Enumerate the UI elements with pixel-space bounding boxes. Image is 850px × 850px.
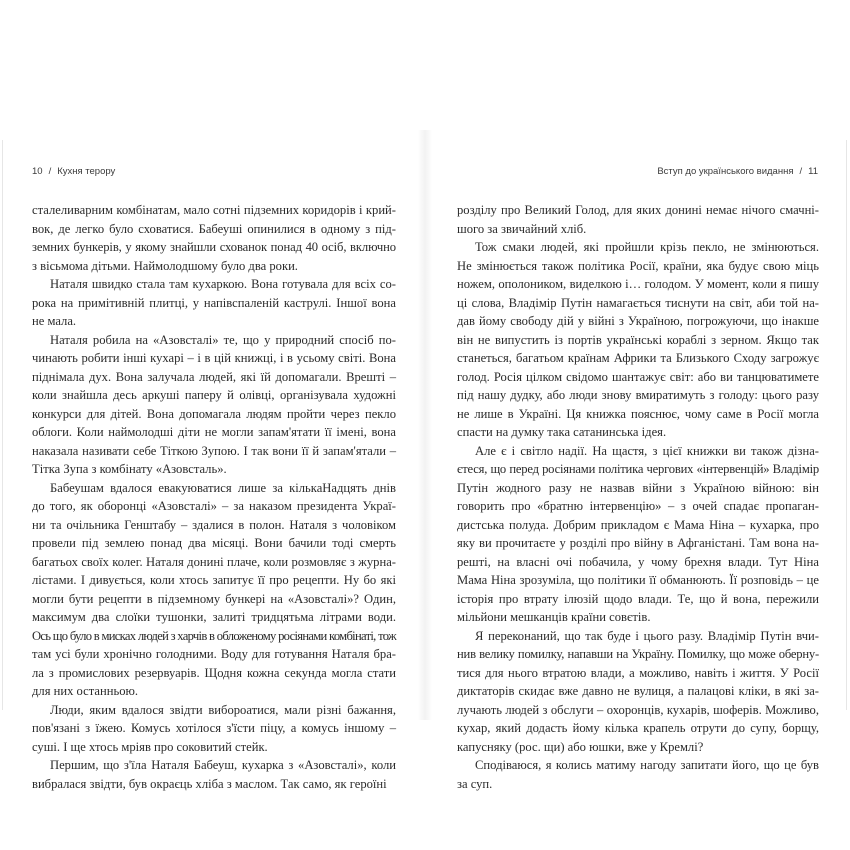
- text-line: дав йому свободу дій у війні з Україною, погрожуючи, що інакше: [457, 314, 819, 328]
- text-line: під нашу дудку, або люди знову вмиратимуть з голоду: цього разу: [457, 388, 819, 402]
- text-line: ла з промислових резервуарів. Щодня кожна секунда могла стати: [32, 665, 396, 680]
- text-line: Першим, що з'їла Наталя Бабеуш, кухарка з «Азовсталі», коли: [50, 758, 396, 772]
- text-line: вок, де легко було сховатися. Бабеуші опинилися в одному з під-: [32, 221, 396, 236]
- left-page-text: [32, 201, 396, 793]
- right-header-separator: /: [799, 166, 803, 177]
- text-line: Люди, яким вдалося звідти вибороатися, мали різні бажання,: [50, 702, 396, 717]
- text-line: решті, на власні очі побачила, у чому брехня влади. Тут Ніна: [457, 554, 819, 569]
- right-header-title: Вступ до українського видання: [657, 166, 794, 177]
- paragraph: [457, 442, 819, 627]
- text-line: сталеливарним комбінатам, мало сотні підземних коридорів і крий-: [32, 203, 396, 217]
- paragraph: [457, 201, 819, 238]
- text-line: земних бункерів, у якому знайшли схованок понад 40 осіб, включно: [32, 240, 396, 254]
- text-line: конкурси для дітей. Вона допомагала людям пройти через пекло: [32, 406, 396, 421]
- text-line: Наталя швидко стала там кухаркою. Вона готувала для всіх со-: [50, 277, 396, 291]
- text-line: шого за звичайний хліб.: [457, 221, 587, 236]
- left-header-title: Кухня терору: [57, 166, 116, 177]
- text-line: там усі були хронічно голодними. Воду для готування Наталя бра-: [32, 647, 396, 661]
- text-line: Бабеушам вдалося евакуюватися лише за кількаНадцять днів: [50, 480, 396, 495]
- text-line: не мала.: [32, 314, 77, 328]
- text-line: ці слова, Владімір Путін намагається тиснути на світ, аби той на-: [457, 295, 819, 310]
- paragraph: [457, 627, 819, 757]
- right-page-text: [457, 201, 819, 793]
- text-line: до того, як оборонці «Азовсталі» – за наказом президента Украї-: [32, 499, 396, 513]
- text-line: коли знайшла десь аркуші паперу й олівці, організувала художні: [32, 388, 396, 402]
- paragraph: [32, 701, 396, 757]
- text-line: не лише в Україні. Ця книжка пояснює, чому саме в Росії могла: [457, 406, 819, 421]
- right-page-edge: [846, 140, 847, 710]
- text-line: нив велику помилку, напавши на Україну. Помилку, що може оберну-: [457, 647, 819, 661]
- book-gutter: [418, 130, 432, 720]
- text-line: для них останньою.: [32, 684, 139, 698]
- text-line: облоги. Коли наймолодші діти не могли запам'ятати її імені, вона: [32, 425, 396, 439]
- text-line: кухар, який додасть йому кілька крапель отрути до супу, борщу,: [457, 721, 819, 735]
- text-line: чинають робити інші кухарі – і в цій книжці, і в усьому світі. Вона: [32, 351, 396, 365]
- paragraph: [32, 331, 396, 479]
- text-line: піднімала дух. Вона залучала людей, які їй допомагали. Врешті –: [32, 369, 396, 384]
- text-line: наказала називати себе Тіткою Зупою. І так вони її й запам'ятали –: [32, 443, 396, 458]
- right-page-number: 11: [808, 166, 818, 177]
- text-line: ножем, ополоником, виделкою і… голодом. У момент, коли я пишу: [457, 277, 819, 291]
- text-line: Мама Ніна зрозуміла, що політики її обманюють. Її розповідь – це: [457, 573, 819, 587]
- text-line: голод. Росія цілком свідомо шантажує світ: або ви танцюватимете: [457, 369, 819, 384]
- text-line: станеться, багатьом країнам Африки та Близького Сходу загрожує: [457, 351, 819, 365]
- right-running-head: [657, 166, 818, 177]
- paragraph: [32, 756, 396, 793]
- text-line: Не змінюється також політика Росії, країни, яка будує свою міць: [457, 258, 819, 273]
- text-line: з вісьмома дітьми. Наймолодшому було два роки.: [32, 258, 298, 273]
- text-line: Тож смаки людей, які пройшли крізь пекло, не змінюються.: [475, 240, 819, 254]
- text-line: лучають людей з обслуги – охоронців, кухарів, шоферів. Можливо,: [457, 702, 819, 717]
- text-line: розділу про Великий Голод, для яких донині немає нічого смачні-: [457, 203, 819, 217]
- text-line: Але є і світло надії. На щастя, з цієї книжки ви також дізна-: [475, 443, 819, 458]
- left-running-head: [32, 166, 115, 177]
- text-line: Я переконаний, що так буде і цього разу. Владімір Путін вчи-: [475, 628, 819, 643]
- text-line: за суп.: [457, 776, 493, 791]
- text-line: Путін жодного разу не назвав війни з Україною війною: він: [457, 480, 819, 495]
- text-line: яку ви прочитаєте у розділі про війну в Афганістані. Там вона на-: [457, 536, 819, 550]
- text-line: суші. І ще хтось мріяв про соковитий стейк.: [32, 739, 268, 754]
- text-line: він не випустить із портів українські кораблі з зерном. Якщо так: [457, 332, 819, 347]
- text-line: говорить про «братню інтервенцію» – з очей спадає пропаган-: [457, 499, 819, 513]
- text-line: тися для нього втратою влади, а можливо, навіть і життя. У Росії: [457, 665, 819, 680]
- text-line: вибралася звідти, був окраєць хліба з маслом. Так само, як героїні: [32, 776, 387, 791]
- text-line: максимум два слоїки тушонки, залиті тридцятьма літрами води.: [32, 610, 396, 624]
- text-line: багатьох своїх колег. Наталя донині плаче, коли розмовляє з журна-: [32, 554, 396, 569]
- text-line: диктаторів скидає вже давно не вулиця, а палацові кліки, в які за-: [457, 684, 819, 698]
- text-line: рока на примітивній плитці, у напівспаленій каструлі. Іншої вона: [32, 295, 396, 310]
- paragraph: [32, 275, 396, 331]
- left-page-number: 10: [32, 166, 43, 177]
- text-line: пов'язані з їжею. Комусь хотілося з'їсти піцу, а комусь іншому –: [32, 721, 396, 735]
- text-line: капусняку (рос. щи) або юшки, вже у Кремлі?: [457, 739, 704, 754]
- paragraph: [32, 201, 396, 275]
- text-line: спасти на думку така сатанинська ідея.: [457, 425, 667, 439]
- left-header-separator: /: [48, 166, 52, 177]
- paragraph: [457, 238, 819, 442]
- text-line: історія про втрату ілюзій щодо влади. Те, що й вона, пережили: [457, 591, 819, 606]
- text-line: Сподіваюся, я колись матиму нагоду запитати його, що це був: [475, 758, 819, 772]
- text-line: ни та очільника Генштабу – здалися в полон. Наталя з чоловіком: [32, 517, 396, 532]
- text-line: мільйони мешканців країни совєтів.: [457, 610, 651, 624]
- paragraph: [457, 756, 819, 793]
- text-line: лістами. І дивується, коли хтось запитує її про рецепти. Ну бо які: [32, 573, 396, 587]
- text-line: дистська полуда. Добрим прикладом є Мама Ніна – кухарка, про: [457, 517, 819, 532]
- left-page-edge: [2, 140, 3, 710]
- text-line: Наталя робила на «Азовсталі» те, що у природний спосіб по-: [50, 332, 396, 347]
- text-line: провели під землею понад два місяці. Вони бачили тоді смерть: [32, 536, 396, 550]
- text-line: Ось що було в мисках людей з харчів в обложеному росіянами комбінаті, тож: [32, 628, 396, 643]
- text-line: Тітка Зупа з комбінату «Азовсталь».: [32, 462, 227, 476]
- text-line: могли бути рецепти в підземному бункері на «Азовсталі»? Один,: [32, 591, 396, 606]
- text-line: єтеся, що перед росіянами політика чергових «інтервенцій» Владімір: [457, 462, 819, 476]
- paragraph: [32, 479, 396, 701]
